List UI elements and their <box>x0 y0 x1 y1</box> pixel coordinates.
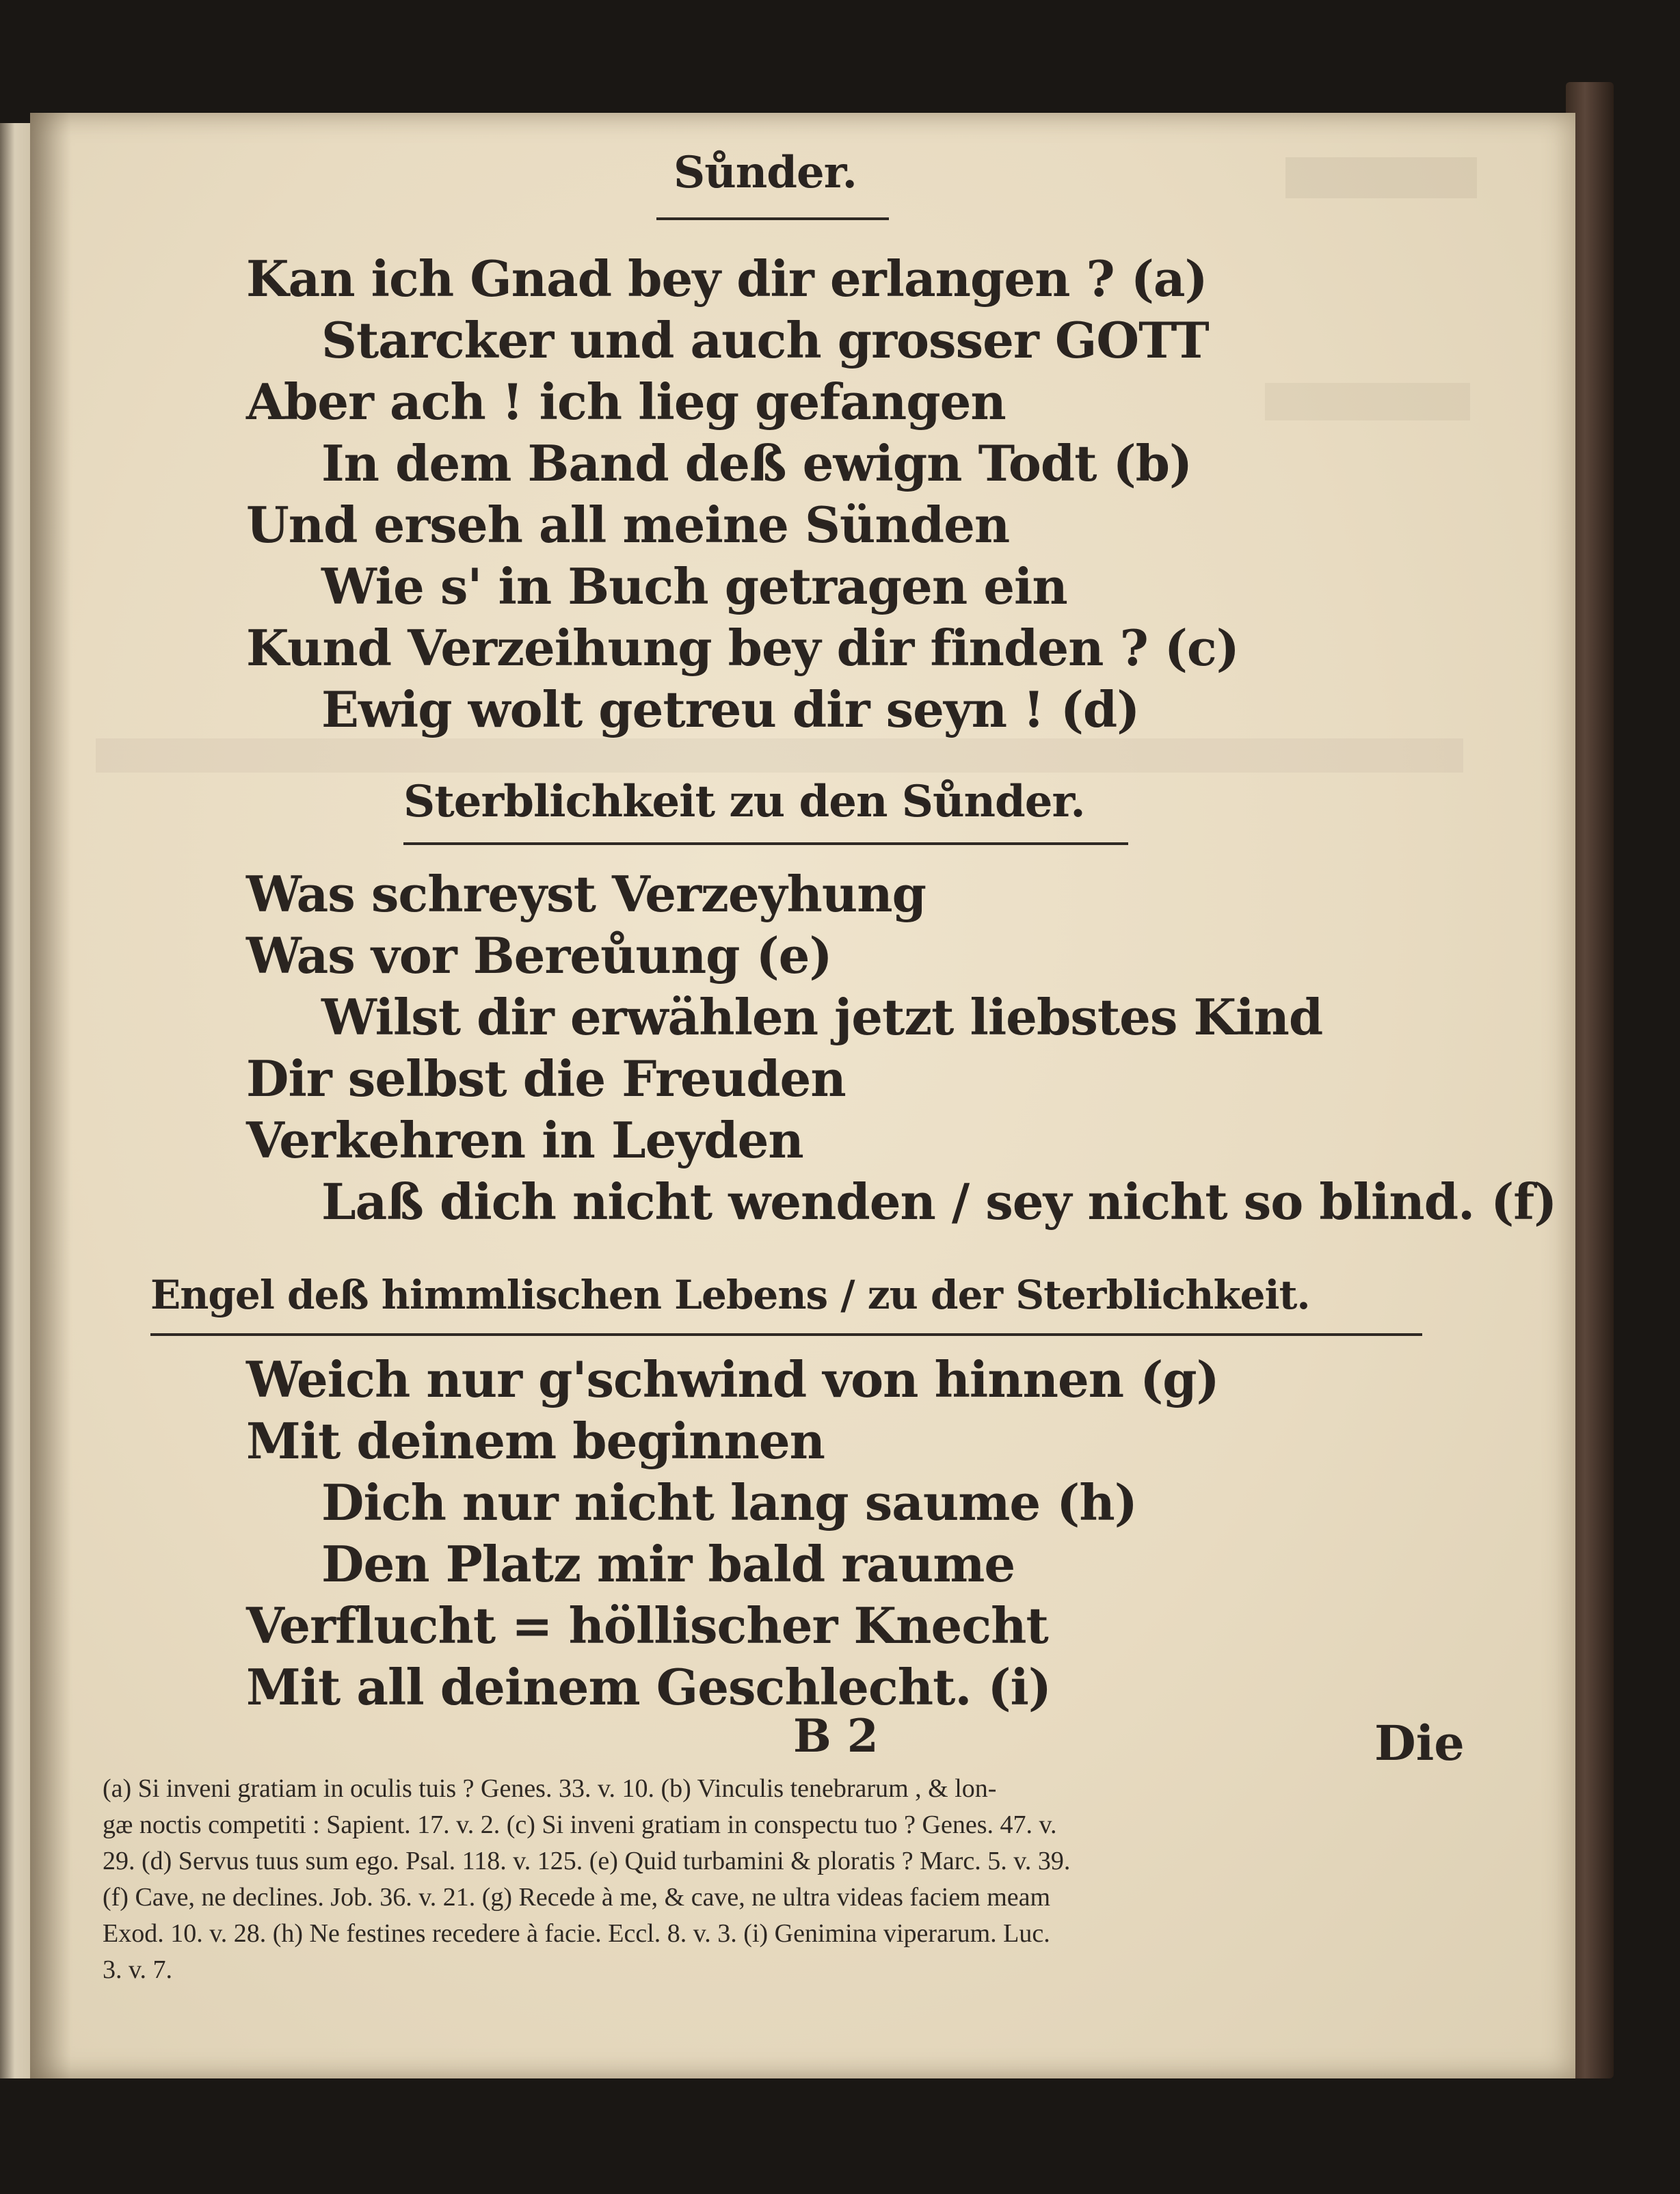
footnote-line: 3. v. 7. <box>103 1955 173 1984</box>
verse-line: Den Platz mir bald raume <box>321 1535 1015 1593</box>
signature-mark: B 2 <box>793 1709 879 1763</box>
bleed-through-mark <box>96 738 1463 773</box>
footnotes <box>103 1771 1463 1988</box>
facing-page-edge <box>0 123 33 2078</box>
bleed-through-mark <box>1285 157 1477 198</box>
heading-rule <box>656 217 889 220</box>
footnote-line: Exod. 10. v. 28. (h) Ne festines recedere à facie. Eccl. 8. v. 3. (i) Genimina viperarum. Luc. <box>103 1919 1050 1948</box>
gutter-shadow <box>30 113 71 2078</box>
verse-line: Laß dich nicht wenden / sey nicht so blind. (f) <box>321 1173 1557 1231</box>
verse-line: Wie s' in Buch getragen ein <box>321 557 1067 615</box>
verse-line: Kan ich Gnad bey dir erlangen ? (a) <box>246 250 1208 308</box>
verse-line: Ewig wolt getreu dir seyn ! (d) <box>321 680 1140 738</box>
heading-rule <box>403 842 1128 845</box>
section-heading: Sůnder. <box>674 147 857 198</box>
verse-line: Mit deinem beginnen <box>246 1412 825 1470</box>
verse-line: Was schreyst Verzeyhung <box>246 865 926 923</box>
verse-line: Kund Verzeihung bey dir finden ? (c) <box>246 619 1239 677</box>
verse-line: Dich nur nicht lang saume (h) <box>321 1473 1137 1531</box>
footnote-line: gæ noctis competiti : Sapient. 17. v. 2. (c) Si inveni gratiam in conspectu tuo ? Genes. 47. v. <box>103 1810 1057 1839</box>
verse-line: Mit all deinem Geschlecht. (i) <box>246 1658 1051 1716</box>
footnote-line: (a) Si inveni gratiam in oculis tuis ? Genes. 33. v. 10. (b) Vinculis tenebrarum , & lon- <box>103 1774 997 1803</box>
verse-line: Was vor Bereůung (e) <box>246 926 832 985</box>
verse-line: Verflucht = höllischer Knecht <box>246 1596 1048 1655</box>
verse-line: Dir selbst die Freuden <box>246 1049 846 1108</box>
catchword: Die <box>1374 1715 1465 1771</box>
verse-line: Aber ach ! ich lieg gefangen <box>246 373 1006 431</box>
verse-line: Weich nur g'schwind von hinnen (g) <box>246 1350 1219 1408</box>
footnote-line: (f) Cave, ne declines. Job. 36. v. 21. (g) Recede à me, & cave, ne ultra videas faciem meam <box>103 1883 1051 1912</box>
footnote-line: 29. (d) Servus tuus sum ego. Psal. 118. v. 125. (e) Quid turbamini & ploratis ? Marc. 5. v. 39. <box>103 1847 1071 1875</box>
verse-line: Und erseh all meine Sünden <box>246 496 1010 554</box>
heading-rule <box>150 1333 1422 1336</box>
verse-line: Starcker und auch grosser GOTT <box>321 311 1209 369</box>
verse-line: Verkehren in Leyden <box>246 1111 803 1169</box>
verse-line: In dem Band deß ewign Todt (b) <box>321 434 1192 492</box>
section-heading: Sterblichkeit zu den Sůnder. <box>403 776 1085 827</box>
section-heading: Engel deß himmlischen Lebens / zu der Sterblichkeit. <box>150 1272 1310 1318</box>
verse-line: Wilst dir erwählen jetzt liebstes Kind <box>321 988 1323 1046</box>
bleed-through-mark <box>1265 383 1470 420</box>
